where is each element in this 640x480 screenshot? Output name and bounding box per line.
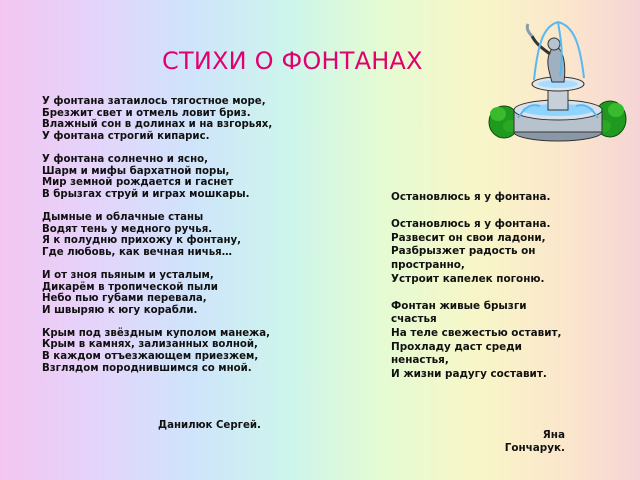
- poem-left-line: И швыряю к югу корабли.: [42, 304, 198, 316]
- poem-right-line: Остановлюсь я у фонтана.: [391, 218, 551, 231]
- poem-left-line: Брезжит свет и отмель ловит бриз.: [42, 107, 251, 119]
- poem-left-line: Дикарём в тропической пыли: [42, 281, 218, 293]
- stanza-gap: [42, 258, 312, 270]
- poem-left-line: У фонтана строгий кипарис.: [42, 130, 210, 142]
- poem-left-line: Водят тень у медного ручья.: [42, 223, 213, 235]
- poem-left-line: Взглядом породнившимся со мной.: [42, 362, 252, 374]
- poem-right-line: Развесит он свои ладони,: [391, 231, 546, 244]
- poem-left-line: Влажный сон в долинах и на взгорьях,: [42, 119, 273, 131]
- fountain-clipart: [488, 14, 628, 144]
- poem-right-line: На теле свежестью оставит,: [391, 326, 562, 339]
- stanza-gap: [391, 205, 571, 219]
- page-title: СТИХИ О ФОНТАНАХ: [162, 47, 423, 75]
- poem-left-author: Данилюк Сергей.: [158, 420, 261, 431]
- stanza-gap: [391, 286, 571, 300]
- poem-right-line: Разбрызжет радость он пространно,: [391, 245, 536, 271]
- poem-right-line: Устроит капелек погоню.: [391, 272, 545, 285]
- stanza-gap: [42, 200, 312, 212]
- poem-right-line: И жизни радугу составит.: [391, 367, 547, 380]
- poem-right-author-last: Гончарук.: [504, 442, 565, 454]
- poem-left-line: Крым в камнях, зализанных волной,: [42, 339, 258, 351]
- poem-right-line: Фонтан живые брызги счастья: [391, 299, 527, 326]
- stanza-gap: [42, 316, 312, 328]
- poem-left-line: Небо пью губами перевала,: [42, 293, 207, 305]
- poem-left-line: Мир земной рождается и гаснет: [42, 177, 234, 189]
- stanza-gap: [42, 142, 312, 154]
- poem-right-line: Прохладу даст среди ненастья,: [391, 340, 522, 367]
- poem-left-line: Дымные и облачные станы: [42, 211, 204, 223]
- poem-left-line: И от зноя пьяным и усталым,: [42, 269, 214, 281]
- poem-left-line: Крым под звёздным куполом манежа,: [42, 327, 271, 339]
- poem-left-line: Я к полудню прихожу к фонтану,: [42, 235, 242, 247]
- poem-left-line: Где любовь, как вечная ничья…: [42, 246, 232, 258]
- poem-right: [391, 191, 571, 381]
- poem-left-line: В каждом отъезжающем приезжем,: [42, 351, 259, 363]
- poem-right-author-first: Яна: [542, 429, 565, 441]
- poem-right-line: Остановлюсь я у фонтана.: [391, 191, 551, 203]
- fountain-basin-icon: [514, 77, 602, 141]
- poem-left-line: Шарм и мифы бархатной поры,: [42, 165, 230, 177]
- poem-left-line: У фонтана солнечно и ясно,: [42, 153, 208, 165]
- poem-left-line: У фонтана затаилось тягостное море,: [42, 96, 266, 107]
- poem-left-line: В брызгах струй и играх мошкары.: [42, 188, 250, 200]
- poem-right-author: [480, 429, 565, 455]
- poem-left: [42, 96, 312, 374]
